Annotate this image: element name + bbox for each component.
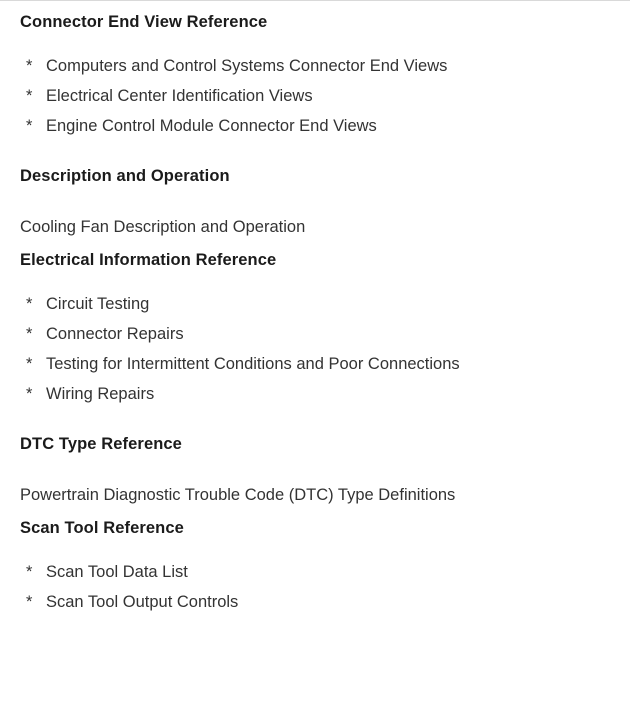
bullet-star-icon: * xyxy=(26,295,33,314)
bullet-star-icon: * xyxy=(26,325,33,344)
bullet-star-icon: * xyxy=(26,593,33,612)
list-item[interactable] xyxy=(20,349,630,379)
list-item-label: Circuit Testing xyxy=(46,295,150,314)
link-list xyxy=(20,289,630,409)
bullet-star-icon: * xyxy=(26,86,33,105)
section-scan-tool-reference xyxy=(20,519,630,617)
section-heading: Description and Operation xyxy=(20,166,230,185)
section-electrical-information-reference xyxy=(20,251,630,409)
link-list xyxy=(20,51,630,141)
link-paragraph[interactable]: Cooling Fan Description and Operation xyxy=(20,217,306,236)
list-item[interactable] xyxy=(20,379,630,409)
top-divider xyxy=(0,0,630,1)
list-item-label: Scan Tool Data List xyxy=(46,563,188,582)
bullet-star-icon: * xyxy=(26,56,33,75)
list-item[interactable] xyxy=(20,557,630,587)
bullet-star-icon: * xyxy=(26,563,33,582)
section-heading: Electrical Information Reference xyxy=(20,251,277,270)
section-connector-end-view-reference xyxy=(20,0,630,141)
list-item-label: Engine Control Module Connector End Views xyxy=(46,116,377,135)
list-item[interactable] xyxy=(20,319,630,349)
bullet-star-icon: * xyxy=(26,116,33,135)
list-item[interactable] xyxy=(20,289,630,319)
section-heading: Scan Tool Reference xyxy=(20,519,184,538)
list-item-label: Testing for Intermittent Conditions and Poor Connections xyxy=(46,355,460,374)
list-item-label: Computers and Control Systems Connector End Views xyxy=(46,56,448,75)
list-item[interactable] xyxy=(20,587,630,617)
bullet-star-icon: * xyxy=(26,355,33,374)
section-heading: Connector End View Reference xyxy=(20,13,268,31)
list-item[interactable] xyxy=(20,51,630,81)
section-description-and-operation xyxy=(20,167,630,237)
list-item-label: Connector Repairs xyxy=(46,325,184,344)
list-item[interactable] xyxy=(20,81,630,111)
list-item-label: Electrical Center Identification Views xyxy=(46,86,313,105)
bullet-star-icon: * xyxy=(26,385,33,404)
list-item[interactable] xyxy=(20,111,630,141)
section-heading: DTC Type Reference xyxy=(20,435,182,454)
list-item-label: Scan Tool Output Controls xyxy=(46,593,239,612)
section-dtc-type-reference xyxy=(20,435,630,505)
link-paragraph[interactable]: Powertrain Diagnostic Trouble Code (DTC) Type Definitions xyxy=(20,485,456,504)
list-item-label: Wiring Repairs xyxy=(46,385,155,404)
link-list xyxy=(20,557,630,617)
